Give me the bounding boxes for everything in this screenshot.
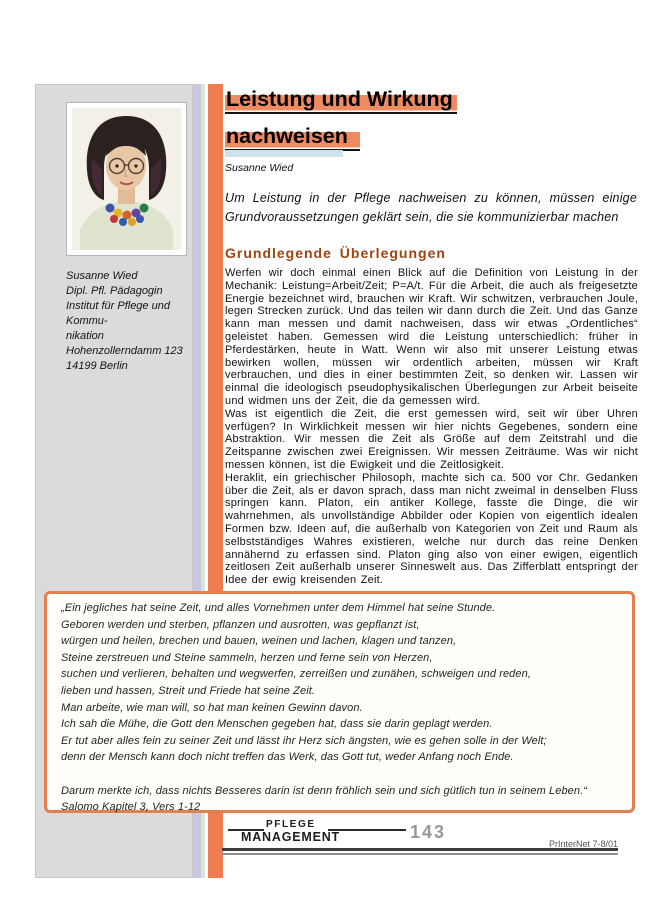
quote-line: suchen und verlieren, behalten und wegwerfen, zerreißen und zunähen, schweigen und reden,: [61, 668, 531, 681]
section-heading: Grundlegende Überlegungen: [225, 245, 446, 261]
author-city: 14199 Berlin: [66, 360, 128, 372]
author-street: Hohenzollerndamm 123: [66, 345, 183, 357]
author-institute-line1: Institut für Pflege und Kommu-: [66, 300, 170, 327]
article-title: [225, 82, 638, 156]
page-number: 143: [410, 822, 447, 842]
quote-line: „Ein jegliches hat seine Zeit, und alles Vornehmen unter dem Himmel hat seine Stunde.: [61, 602, 496, 614]
quote-attribution: Salomo Kapitel 3, Vers 1-12: [61, 801, 201, 814]
issue-label: PrInterNet 7-8/01: [548, 839, 618, 849]
body-paragraph: Was ist eigentlich die Zeit, die erst gemessen wird, seit wir über Uhren verfügen? In Wirklichkeit messen wir hier nichts Gegebenes, sondern eine Abstraktion. Wir messen die Zeit als Größe auf dem Zeitstrahl und die Zeitspanne zwischen zwei Ereignissen. Wir messen Zeiträume. Was wir nicht messen können, ist die Ewigkeit und die Zeitlosigkeit.: [225, 407, 638, 471]
article-title-line2: nachweisen: [225, 124, 360, 151]
quote-line: denn der Mensch kann doch nicht treffen das Werk, das Gott tut, weder Anfang noch Ende.: [61, 751, 514, 764]
quote-line: lieben und hassen, Streit und Friede hat seine Zeit.: [61, 684, 316, 697]
quote-line: Man arbeite, wie man will, so hat man keinen Gewinn davon.: [61, 701, 363, 714]
article-title-line1: Leistung und Wirkung: [225, 87, 457, 114]
quote-line: würgen und heilen, brechen und bauen, weinen und lachen, klagen und tanzen,: [61, 635, 457, 648]
author-photo: [66, 102, 187, 256]
quote-line: Darum merkte ich, dass nichts Besseres darin ist denn fröhlich sein und sich gütlich tun in seinem Leben.“: [61, 784, 588, 797]
author-portrait-illustration: [72, 108, 181, 250]
quote-line: Geboren werden und sterben, pflanzen und ausrotten, was gepflanzt ist,: [61, 618, 420, 631]
body-paragraph: Heraklit, ein griechischer Philosoph, machte sich ca. 500 vor Chr. Gedanken über die Zeit, als er davon sprach, dass man nicht zweimal in denselben Fluss springen kann. Platon, ein antiker Kollege, fasste die Dinge, die wir wahrnehmen, als unvollständige Abbilder oder Kopien von eigentlich idealen Formen bzw. Ideen auf, die außerhalb von Kategorien von Zeit und Raum als selbstständiges Wahres existieren, welche nur durch das reine Denken annähernd zu erfassen sind. Platon ging also von einer ewigen, eigentlich zeitlosen Zeit außerhalb unserer Sinneswelt aus. Das Zifferblatt entspringt der Idee der ewig kreisenden Zeit.: [225, 471, 638, 587]
quote-line: Ich sah die Mühe, die Gott den Menschen gegeben hat, dass sie darin geplagt werden.: [61, 718, 493, 731]
quote-line: Er tut aber alles fein zu seiner Zeit und lässt ihr Herz sich ängsten, wie es gehen solle in der Welt;: [61, 734, 547, 747]
author-institute-line2: nikation: [66, 330, 104, 342]
body-paragraph: Werfen wir doch einmal einen Blick auf die Definition von Leistung in der Mechanik: Leistung=Arbeit/Zeit; P=A/t. Für die Arbeit, die auch als freigesetzte Energie bezeichnet wird, brauchen wir Kraft. Wir schwitzen, verbrauchen Joule, legen Strecken zurück. Und das teilen wir dann durch die Zeit. Und das Ganze kann man messen und damit nachweisen, dass wir etwas „Ordentliches“ geleistet haben. Gemessen wird die Leistung unterschiedlich: früher in Pferdestärken, heute in Watt. Wenn wir also mit unserer Leistung etwas bewirken wollen, müssen wir ordentlich arbeiten, müssen wir Kraft verbrauchen, und dies in einer bestimmten Zeit, so denken wir. Lassen wir einmal die ideologisch pseudophysikalischen Überlegungen zur Arbeit beiseite und widmen uns der Zeit, die da gemessen wird.: [225, 267, 638, 407]
author-name: Susanne Wied: [66, 270, 138, 282]
byline: Susanne Wied: [225, 162, 294, 174]
journal-logo-pflege: PFLEGE: [266, 819, 316, 830]
author-title: Dipl. Pfl. Pädagogin: [66, 285, 163, 297]
journal-logo-management: MANAGEMENT: [241, 830, 340, 844]
article-body: [225, 267, 638, 587]
article-intro: Um Leistung in der Pflege nachweisen zu können, müssen einige Grundvoraussetzungen geklärt sein, die sie kommunizierbar machen: [225, 191, 637, 224]
title-blue-underline-bar: [225, 150, 343, 157]
author-contact-block: [66, 269, 201, 374]
bible-quote-box: [44, 591, 635, 813]
quote-line: Steine zerstreuen und Steine sammeln, herzen und ferne sein von Herzen,: [61, 651, 433, 664]
footer-double-rule: [222, 848, 618, 855]
